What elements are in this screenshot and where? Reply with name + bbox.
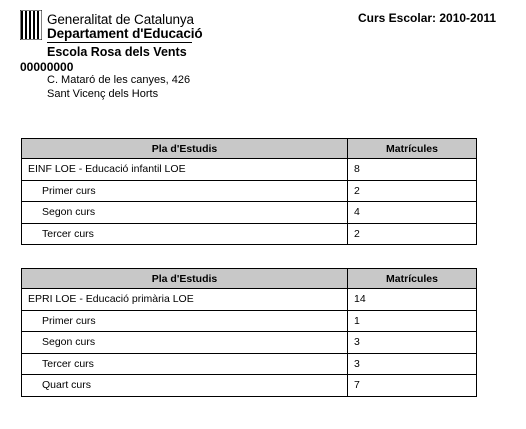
table-row-main	[22, 159, 477, 181]
table-row	[22, 375, 477, 397]
enrollment-count: 8	[348, 159, 477, 181]
course-name: Tercer curs	[22, 353, 348, 375]
course-name: Primer curs	[22, 310, 348, 332]
course-name: Quart curs	[22, 375, 348, 397]
enrollment-table-primaria	[21, 268, 477, 397]
enrollment-count: 4	[348, 202, 477, 224]
enrollment-count: 2	[348, 223, 477, 245]
course-name: Segon curs	[22, 332, 348, 354]
table-row	[22, 223, 477, 245]
header-divider	[47, 42, 192, 43]
course-name: Primer curs	[22, 180, 348, 202]
enrollment-count: 3	[348, 332, 477, 354]
school-name: Escola Rosa dels Vents	[47, 45, 187, 59]
column-header-plan: Pla d'Estudis	[22, 139, 348, 159]
table-row	[22, 180, 477, 202]
enrollment-count: 2	[348, 180, 477, 202]
table-row	[22, 310, 477, 332]
table-row-main	[22, 289, 477, 311]
course-name: Tercer curs	[22, 223, 348, 245]
column-header-enrollments: Matrícules	[348, 269, 477, 289]
address-street: C. Mataró de les canyes, 426	[47, 74, 191, 86]
school-code: 00000000	[20, 60, 74, 74]
enrollment-count: 14	[348, 289, 477, 311]
table-row	[22, 353, 477, 375]
generalitat-logo-icon	[20, 10, 42, 40]
table-row	[22, 202, 477, 224]
address-city: Sant Vicenç dels Horts	[47, 88, 159, 100]
enrollment-table-infantil	[21, 138, 477, 245]
table-header-row	[22, 269, 477, 289]
course-year: Curs Escolar: 2010-2011	[358, 11, 497, 25]
enrollment-count: 1	[348, 310, 477, 332]
enrollment-count: 3	[348, 353, 477, 375]
enrollment-count: 7	[348, 375, 477, 397]
course-name: Segon curs	[22, 202, 348, 224]
column-header-plan: Pla d'Estudis	[22, 269, 348, 289]
table-header-row	[22, 139, 477, 159]
column-header-enrollments: Matrícules	[348, 139, 477, 159]
plan-name: EINF LOE - Educació infantil LOE	[22, 159, 348, 181]
org-name: Generalitat de Catalunya	[47, 12, 194, 27]
department-name: Departament d'Educació	[47, 26, 203, 41]
plan-name: EPRI LOE - Educació primària LOE	[22, 289, 348, 311]
table-row	[22, 332, 477, 354]
